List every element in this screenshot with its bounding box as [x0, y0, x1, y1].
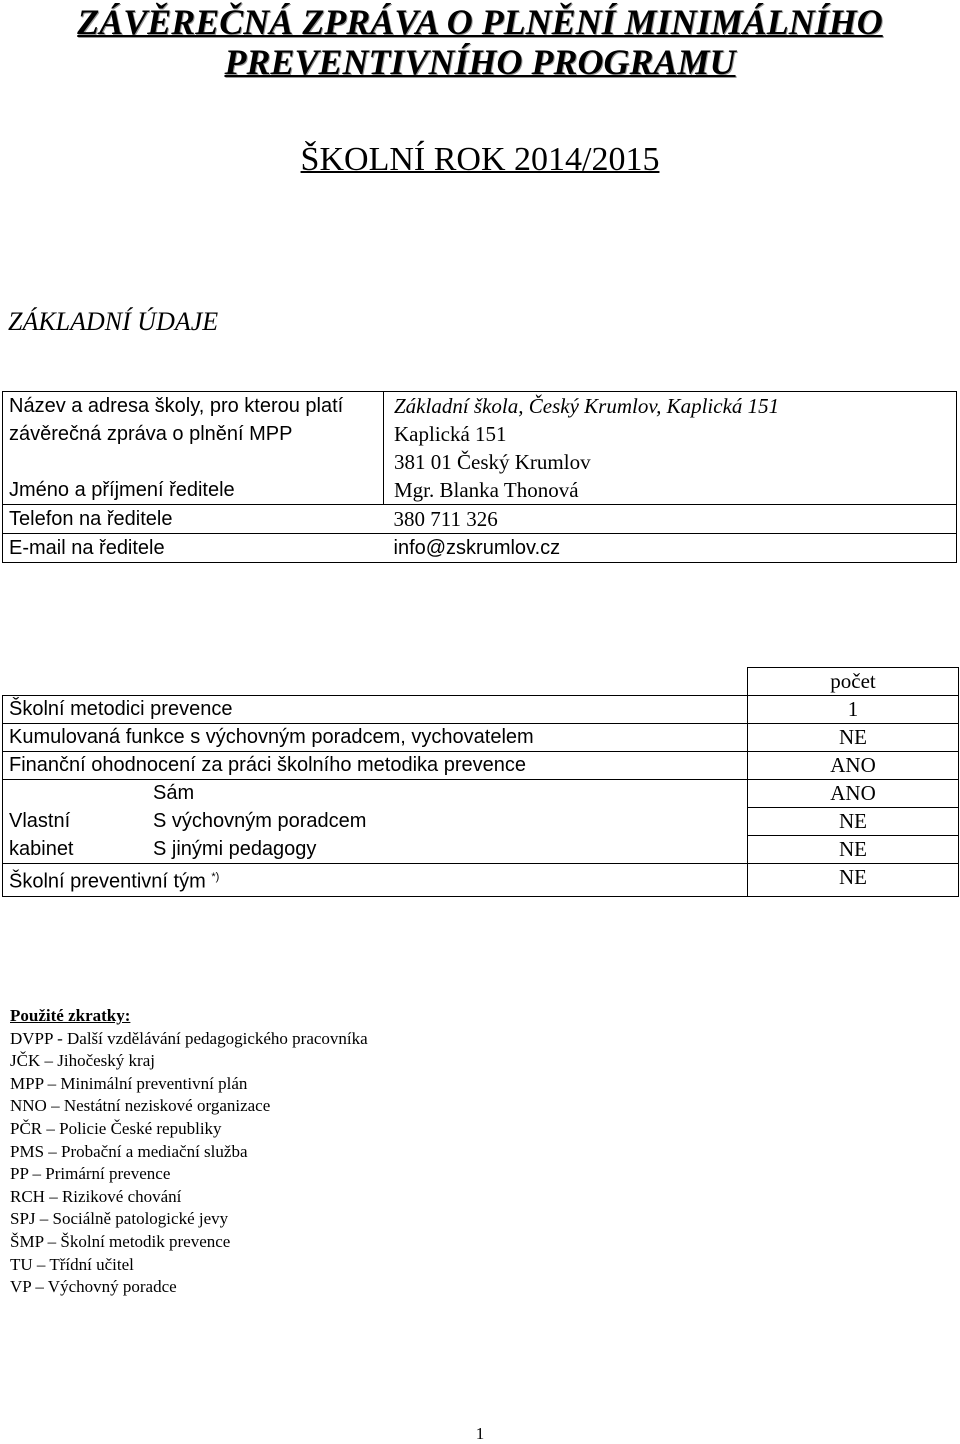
email-label: E-mail na ředitele	[3, 534, 384, 563]
director-value: Mgr. Blanka Thonová	[384, 476, 957, 505]
stat-value: ANO	[748, 780, 959, 808]
list-item: TU – Třídní učitel	[10, 1254, 134, 1274]
section-heading: ZÁKLADNÍ ÚDAJE	[8, 307, 219, 336]
stat-value: NE	[748, 724, 959, 752]
stat-label: Finanční ohodnocení za práci školního metodika prevence	[3, 752, 748, 780]
school-value	[384, 392, 957, 477]
cabinet-option-label	[3, 808, 748, 836]
title-line-2: PREVENTIVNÍHO PROGRAMU	[224, 42, 736, 82]
phone-value: 380 711 326	[384, 505, 957, 534]
abbreviations-title: Použité zkratky:	[10, 1006, 131, 1025]
school-year-heading: ŠKOLNÍ ROK 2014/2015	[300, 141, 660, 178]
stat-value: NE	[748, 808, 959, 836]
list-item: JČK – Jihočeský kraj	[10, 1051, 155, 1071]
table-row	[3, 534, 957, 563]
stat-label: Kumulovaná funkce s výchovným poradcem, vychovatelem	[3, 724, 748, 752]
cabinet-option-text: S jinými pedagogy	[153, 837, 317, 860]
cabinet-label: kabinet	[9, 837, 74, 860]
team-label: Školní preventivní tým	[9, 870, 206, 893]
table-row	[3, 780, 959, 808]
page-number: 1	[475, 1424, 485, 1443]
list-item: MPP – Minimální preventivní plán	[10, 1073, 248, 1093]
table-row	[3, 476, 957, 505]
stat-value: NE	[748, 864, 959, 897]
title-line-1: ZÁVĚREČNÁ ZPRÁVA O PLNĚNÍ MINIMÁLNÍHO	[77, 2, 883, 42]
list-item: SPJ – Sociálně patologické jevy	[10, 1209, 229, 1229]
table-row	[3, 864, 959, 897]
table-row	[3, 696, 959, 724]
list-item: PMS – Probační a mediační služba	[10, 1141, 248, 1161]
table-row	[3, 505, 957, 534]
list-item: RCH – Rizikové chování	[10, 1186, 182, 1206]
stat-label	[3, 864, 748, 897]
cabinet-option-label: Sám	[3, 780, 748, 808]
table-row	[3, 668, 959, 696]
table-row	[3, 808, 959, 836]
document-title	[0, 2, 960, 82]
director-label: Jméno a příjmení ředitele	[3, 476, 384, 505]
table-row	[3, 392, 957, 477]
table-row	[3, 836, 959, 864]
school-street: Kaplická 151	[394, 422, 507, 446]
school-name: Základní škola, Český Krumlov, Kaplická 151	[394, 394, 780, 418]
prevention-stats-table	[2, 667, 959, 897]
footnote-mark: *)	[211, 871, 220, 883]
email-value[interactable]: info@zskrumlov.cz	[384, 534, 957, 563]
cabinet-option-label	[3, 836, 748, 864]
list-item: DVPP - Další vzdělávání pedagogického pracovníka	[10, 1028, 368, 1048]
header-spacer	[3, 668, 748, 696]
count-header: počet	[748, 668, 959, 696]
cabinet-option-text: S výchovným poradcem	[153, 809, 367, 832]
stat-value: 1	[748, 696, 959, 724]
cabinet-label: Vlastní	[9, 809, 71, 832]
list-item: NNO – Nestátní neziskové organizace	[10, 1096, 271, 1116]
list-item: VP – Výchovný poradce	[10, 1277, 177, 1297]
school-label	[3, 392, 384, 477]
school-label-line: Název a adresa školy, pro kterou platí	[9, 395, 344, 417]
stat-value: NE	[748, 836, 959, 864]
phone-label: Telefon na ředitele	[3, 505, 384, 534]
abbreviations-list	[10, 1005, 368, 1299]
stat-label: Školní metodici prevence	[3, 696, 748, 724]
table-row	[3, 724, 959, 752]
list-item: PČR – Policie České republiky	[10, 1118, 222, 1138]
list-item: PP – Primární prevence	[10, 1164, 171, 1184]
table-row	[3, 752, 959, 780]
school-city: 381 01 Český Krumlov	[394, 450, 591, 474]
school-label-line: závěrečná zpráva o plnění MPP	[9, 423, 293, 445]
stat-value: ANO	[748, 752, 959, 780]
list-item: ŠMP – Školní metodik prevence	[10, 1231, 231, 1251]
basic-info-table	[2, 391, 957, 563]
